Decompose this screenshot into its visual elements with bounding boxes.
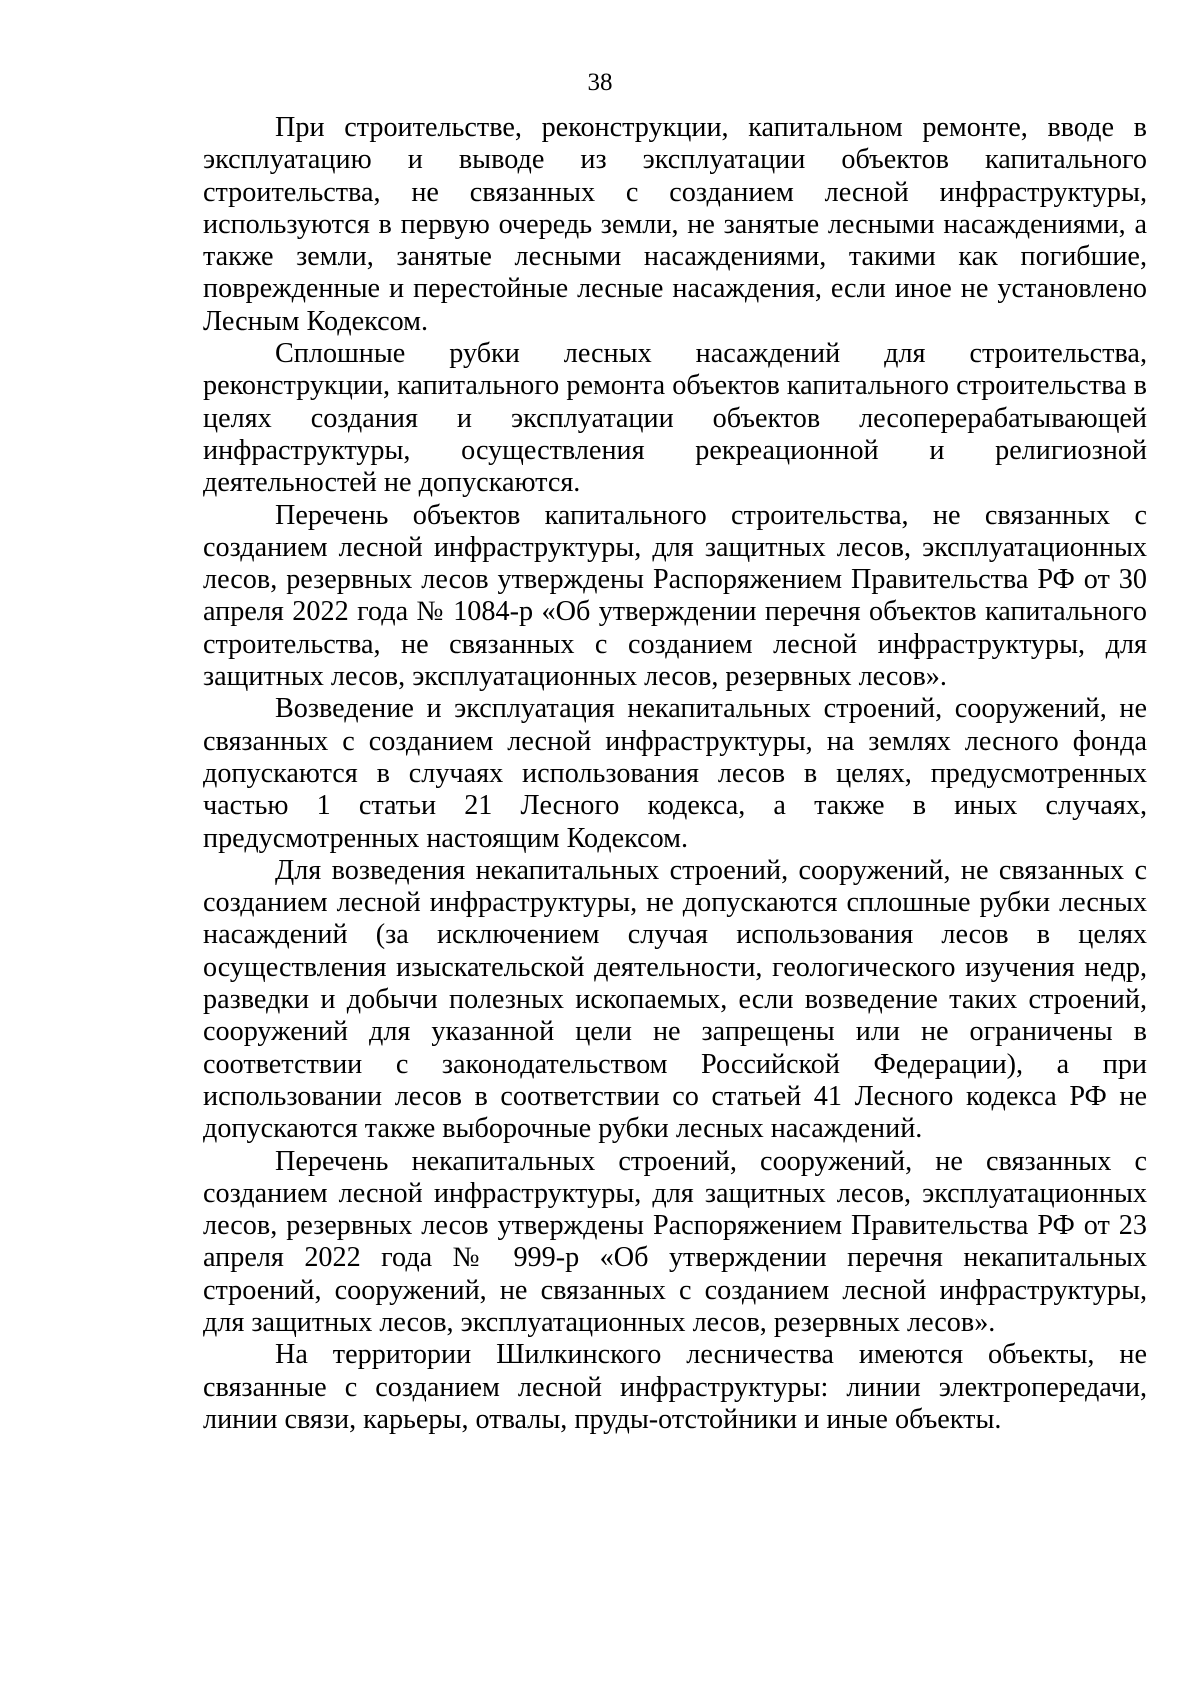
page-number: 38 [587, 69, 613, 96]
paragraph-capital-objects-list: Перечень объектов капитального строительства, не связанных с созданием лесной инфраструктуры, для защитных лесов, эксплуатационных лесов, резервных лесов утверждены Распоряжением Правительства РФ от 30 апреля 2022 года № 1084-р «Об утверждении перечня объектов капитального строительства, не связанных с созданием лесной инфраструктуры, для защитных лесов, эксплуатационных лесов, резервных лесов». [203, 499, 1147, 693]
document-body [203, 112, 1147, 1436]
paragraph-non-capital-structures: Возведение и эксплуатация некапитальных строений, сооружений, не связанных с созданием лесной инфраструктуры, на землях лесного фонда допускаются в случаях использования лесов в целях, предусмотренных частью 1 статьи 21 Лесного кодекса, а также в иных случаях, предусмотренных настоящим Кодексом. [203, 693, 1147, 854]
paragraph-shilka-forestry-objects: На территории Шилкинского лесничества имеются объекты, не связанные с созданием лесной инфраструктуры: линии электропередачи, линии связи, карьеры, отвалы, пруды-отстойники и иные объекты. [203, 1339, 1147, 1435]
paragraph-construction-land-use: При строительстве, реконструкции, капитальном ремонте, вводе в эксплуатацию и выводе из эксплуатации объектов капитального строительства, не связанных с созданием лесной инфраструктуры, используются в первую очередь земли, не занятые лесными насаждениями, а также земли, занятые лесными насаждениями, такими как погибшие, поврежденные и перестойные лесные насаждения, если иное не установлено Лесным Кодексом. [203, 112, 1147, 337]
paragraph-clear-cutting-prohibition: Сплошные рубки лесных насаждений для строительства, реконструкции, капитального ремонта объектов капитального строительства в целях создания и эксплуатации объектов лесоперерабатывающей инфраструктуры, осуществления рекреационной и религиозной деятельностей не допускаются. [203, 338, 1147, 499]
paragraph-non-capital-cutting-rules: Для возведения некапитальных строений, сооружений, не связанных с созданием лесной инфраструктуры, не допускаются сплошные рубки лесных насаждений (за исключением случая использования лесов в целях осуществления изыскательской деятельности, геологического изучения недр, разведки и добычи полезных ископаемых, если возведение таких строений, сооружений для указанной цели не запрещены или не ограничены в соответствии с законодательством Российской Федерации), а при использовании лесов в соответствии со статьей 41 Лесного кодекса РФ не допускаются также выборочные рубки лесных насаждений. [203, 854, 1147, 1145]
paragraph-non-capital-objects-list: Перечень некапитальных строений, сооружений, не связанных с созданием лесной инфраструктуры, для защитных лесов, эксплуатационных лесов, резервных лесов утверждены Распоряжением Правительства РФ от 23 апреля 2022 года № 999-р «Об утверждении перечня некапитальных строений, сооружений, не связанных с созданием лесной инфраструктуры, для защитных лесов, эксплуатационных лесов, резервных лесов». [203, 1145, 1147, 1338]
